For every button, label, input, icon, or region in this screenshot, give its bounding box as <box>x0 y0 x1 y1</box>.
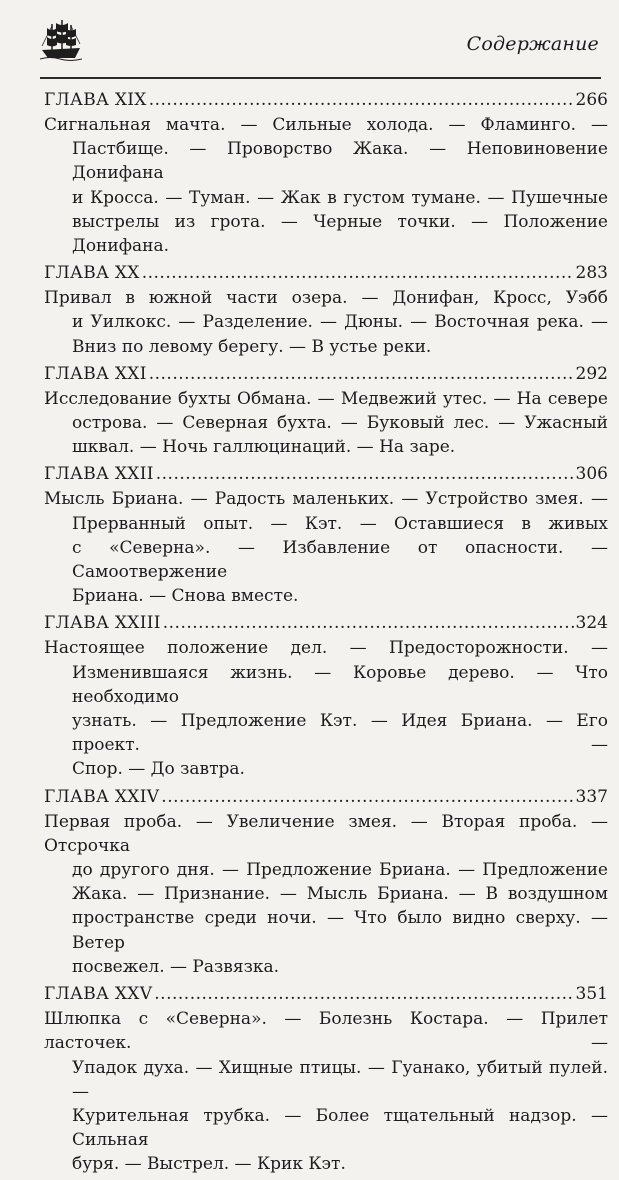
chapter-page-number: 337 <box>575 786 608 807</box>
chapter-page-number: 324 <box>575 613 608 634</box>
chapter-page-number: 283 <box>575 263 608 284</box>
chapter-page-number: 306 <box>575 464 608 485</box>
chapter-summary <box>44 387 608 460</box>
summary-line: Первая проба. — Увеличение змея. — Вторая проба. — Отсрочка <box>44 811 608 856</box>
chapter-summary <box>44 810 608 979</box>
dot-leader <box>161 785 573 809</box>
dot-leader <box>163 611 574 635</box>
summary-line: Спор. — До завтра. <box>72 759 245 780</box>
summary-line: Мысль Бриана. — Радость маленьких. — Устройство змея. — <box>44 489 608 510</box>
chapter-summary <box>44 487 608 608</box>
chapter-heading-row[interactable] <box>44 261 608 285</box>
chapter-heading-row[interactable] <box>44 785 608 809</box>
summary-line: Изменившаяся жизнь. — Коровье дерево. — Что необходимо <box>72 662 608 707</box>
chapter-title: ГЛАВА XXV <box>44 984 153 1005</box>
summary-line: до другого дня. — Предложение Бриана. — Предложение <box>72 860 608 881</box>
sailing-ship-icon <box>40 18 82 62</box>
dot-leader <box>156 462 574 486</box>
dot-leader <box>149 88 574 112</box>
summary-line: Донифана. <box>72 236 170 257</box>
summary-line: Бриана. — Снова вместе. <box>72 586 299 607</box>
chapter-heading-row[interactable] <box>44 611 608 635</box>
chapter-heading-row[interactable] <box>44 462 608 486</box>
summary-line: и Уилкокс. — Разделение. — Дюны. — Восточная река. — <box>72 312 608 333</box>
summary-line: Шлюпка с «Северна». — Болезнь Костара. — Прилет ласточек. — <box>44 1009 608 1054</box>
summary-line: Сигнальная мачта. — Сильные холода. — Фламинго. — <box>44 115 608 135</box>
chapter-summary <box>44 286 608 359</box>
toc-chapter <box>44 261 608 362</box>
table-of-contents <box>44 88 608 1180</box>
summary-line: Упадок духа. — Хищные птицы. — Гуанако, убитый пулей. — <box>72 1057 608 1102</box>
chapter-summary <box>44 636 608 781</box>
dot-leader <box>154 982 573 1006</box>
chapter-title: ГЛАВА XIX <box>44 90 147 110</box>
chapter-page-number: 351 <box>575 984 608 1005</box>
summary-line: Вниз по левому берегу. — В устье реки. <box>72 336 432 357</box>
chapter-title: ГЛАВА XX <box>44 263 140 284</box>
toc-chapter <box>44 611 608 784</box>
summary-line: узнать. — Предложение Кэт. — Идея Бриана. — Его проект. — <box>72 711 608 756</box>
chapter-heading-row[interactable] <box>44 362 608 386</box>
chapter-summary <box>44 1007 608 1176</box>
summary-line: острова. — Северная бухта. — Буковый лес. — Ужасный <box>72 413 608 434</box>
chapter-summary <box>44 113 608 258</box>
header-rule <box>40 77 601 79</box>
toc-chapter <box>44 88 608 261</box>
toc-chapter <box>44 785 608 982</box>
chapter-heading-row[interactable] <box>44 982 608 1006</box>
chapter-title: ГЛАВА XXI <box>44 363 147 384</box>
dot-leader <box>142 261 574 285</box>
summary-line: выстрелы из грота. — Черные точки. — Положение <box>72 211 608 232</box>
summary-line: шквал. — Ночь галлюцинаций. — На заре. <box>72 437 456 458</box>
chapter-title: ГЛАВА XXIV <box>44 786 160 807</box>
summary-line: Жака. — Признание. — Мысль Бриана. — В воздушном <box>72 884 608 905</box>
chapter-spacer <box>44 1177 608 1180</box>
toc-chapter <box>44 982 608 1179</box>
chapter-heading-row[interactable] <box>44 88 608 112</box>
chapter-page-number: 266 <box>575 90 608 110</box>
summary-line: Курительная трубка. — Более тщательный надзор. — Сильная <box>72 1105 608 1151</box>
chapter-page-number: 292 <box>575 363 608 384</box>
chapter-title: ГЛАВА XXII <box>44 464 154 485</box>
summary-line: с «Северна». — Избавление от опасности. — Самоотвержение <box>72 537 608 583</box>
summary-line: и Кросса. — Туман. — Жак в густом тумане. — Пушечные <box>72 187 608 208</box>
dot-leader <box>149 362 574 386</box>
chapter-title: ГЛАВА XXIII <box>44 613 161 634</box>
summary-line: Пастбище. — Проворство Жака. — Неповиновение Донифана <box>72 139 608 184</box>
summary-line: Исследование бухты Обмана. — Медвежий утес. — На севере <box>44 388 608 409</box>
summary-line: Привал в южной части озера. — Донифан, Кросс, Уэбб <box>44 288 608 309</box>
summary-line: Настоящее положение дел. — Предосторожности. — <box>44 638 608 659</box>
summary-line: буря. — Выстрел. — Крик Кэт. <box>72 1154 346 1175</box>
summary-line: Прерванный опыт. — Кэт. — Оставшиеся в живых <box>72 513 608 534</box>
toc-chapter <box>44 462 608 611</box>
summary-line: пространстве среди ночи. — Что было видно сверху. — Ветер <box>72 908 608 953</box>
summary-line: посвежел. — Развязка. <box>72 956 280 977</box>
toc-chapter <box>44 362 608 463</box>
running-title: Содержание <box>466 33 599 55</box>
